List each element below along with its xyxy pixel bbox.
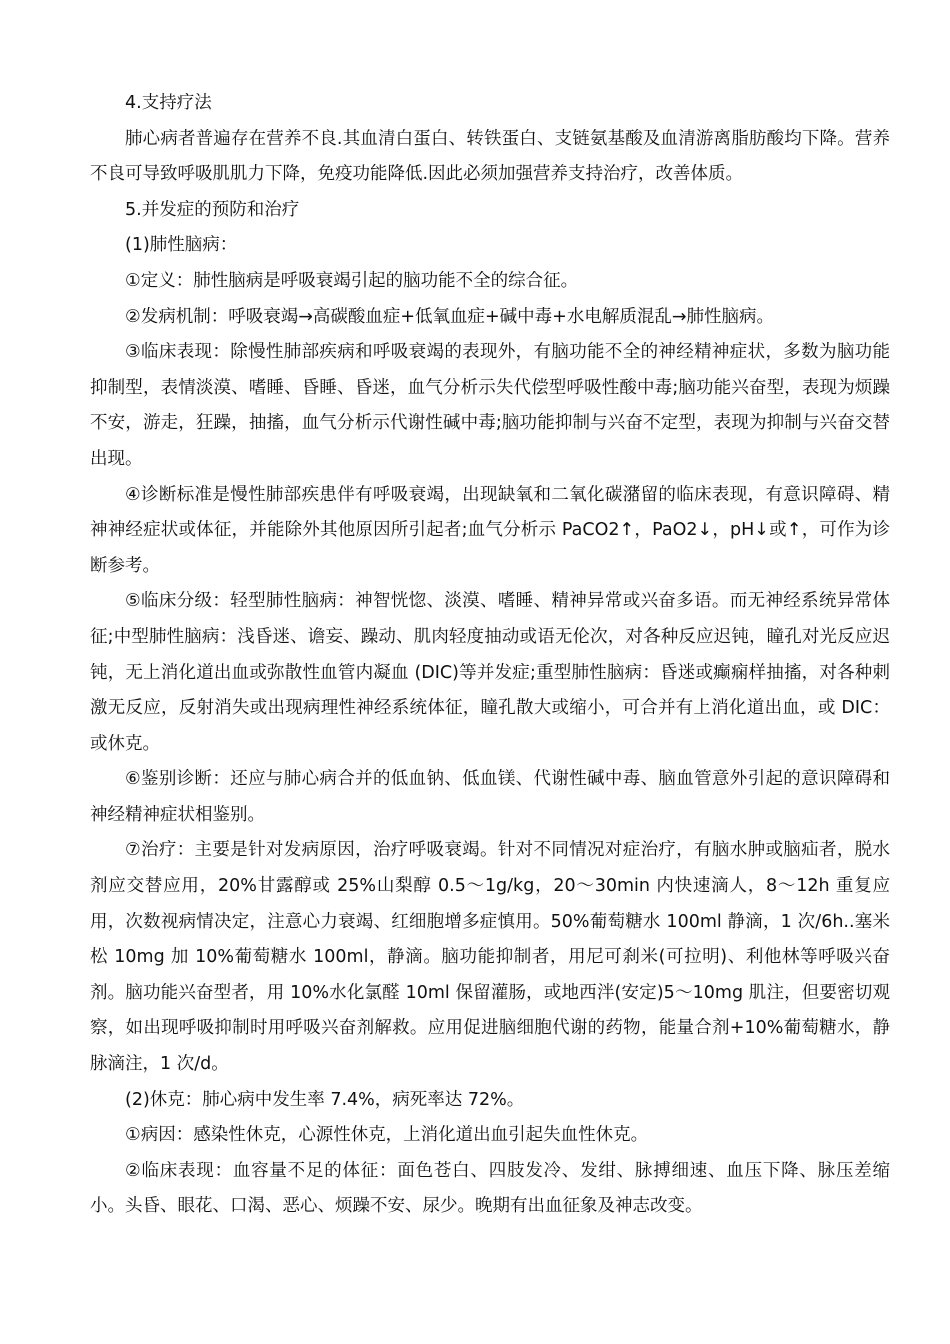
document-page: [90, 86, 890, 1225]
section-5-heading: 5.并发症的预防和治疗: [125, 199, 300, 220]
encephalopathy-grading: ⑤临床分级：轻型肺性脑病：神智恍惚、淡漠、嗜睡、精神异常或兴奋多语。而无神经系统异常体征;中型肺性脑病：浅昏迷、谵妄、躁动、肌肉轻度抽动或语无伦次，对各种反应迟钝，瞳孔对光反应迟钝，无上消化道出血或弥散性血管内凝血 (DIC)等并发症;重型肺性脑病：昏迷或癫痫样抽搐，对各种刺激无反应，反射消失或出现病理性神经系统体征，瞳孔散大或缩小，可合并有上消化道出血，或 DIC：或休克。: [90, 591, 890, 754]
shock-clinical: ②临床表现：血容量不足的体征：面色苍白、四肢发冷、发绀、脉搏细速、血压下降、脉压差缩小。头昏、眼花、口渴、恶心、烦躁不安、尿少。晚期有出血征象及神志改变。: [90, 1160, 890, 1217]
encephalopathy-treatment: ⑦治疗：主要是针对发病原因，治疗呼吸衰竭。针对不同情况对症治疗，有脑水肿或脑疝者，脱水剂应交替应用，20%甘露醇或 25%山梨醇 0.5～1g/kg，20～30min 内快速滴人，8～12h 重复应用，次数视病情决定，注意心力衰竭、红细胞增多症慎用。50%葡萄糖水 100ml 静滴，1 次/6h..塞米松 10mg 加 10%葡萄糖水 100ml，静滴。脑功能抑制者，用尼可刹米(可拉明)、利他林等呼吸兴奋剂。脑功能兴奋型者，用 10%水化氯醛 10ml 保留灌肠，或地西泮(安定)5～10mg 肌注，但要密切观察，如出现呼吸抑制时用呼吸兴奋剂解救。应用促进脑细胞代谢的药物，能量合剂+10%葡萄糖水，静脉滴注，1 次/d。: [90, 840, 890, 1075]
encephalopathy-diagnosis: ④诊断标准是慢性肺部疾患伴有呼吸衰竭，出现缺氧和二氧化碳潴留的临床表现，有意识障碍、精神神经症状或体征，并能除外其他原因所引起者;血气分析示 PaCO2↑，PaO2↓，pH↓或↑，可作为诊断参考。: [90, 484, 890, 576]
shock-cause: ①病因：感染性休克，心源性休克，上消化道出血引起失血性休克。: [125, 1125, 649, 1146]
section-4-heading: 4.支持疗法: [125, 93, 212, 113]
encephalopathy-clinical: ③临床表现：除慢性肺部疾病和呼吸衰竭的表现外，有脑功能不全的神经精神症状，多数为脑功能抑制型，表情淡漠、嗜睡、昏睡、昏迷，血气分析示失代偿型呼吸性酸中毒;脑功能兴奋型，表现为烦躁不安，游走，狂躁，抽搐，血气分析示代谢性碱中毒;脑功能抑制与兴奋不定型，表现为抑制与兴奋交替出现。: [90, 342, 890, 469]
shock-title: (2)休克：肺心病中发生率 7.4%，病死率达 72%。: [125, 1089, 525, 1110]
encephalopathy-definition: ①定义：肺性脑病是呼吸衰竭引起的脑功能不全的综合征。: [125, 270, 579, 291]
encephalopathy-mechanism: ②发病机制：呼吸衰竭→高碳酸血症+低氧血症+碱中毒+水电解质混乱→肺性脑病。: [125, 306, 775, 327]
encephalopathy-title: (1)肺性脑病：: [125, 235, 238, 256]
encephalopathy-differential: ⑥鉴别诊断：还应与肺心病合并的低血钠、低血镁、代谢性碱中毒、脑血管意外引起的意识障碍和神经精神症状相鉴别。: [90, 769, 890, 825]
support-therapy-paragraph: 肺心病者普遍存在营养不良.其血清白蛋白、转铁蛋白、支链氨基酸及血清游离脂肪酸均下降。营养不良可导致呼吸肌肌力下降，免疫功能降低.因此必须加强营养支持治疗，改善体质。: [90, 128, 890, 185]
